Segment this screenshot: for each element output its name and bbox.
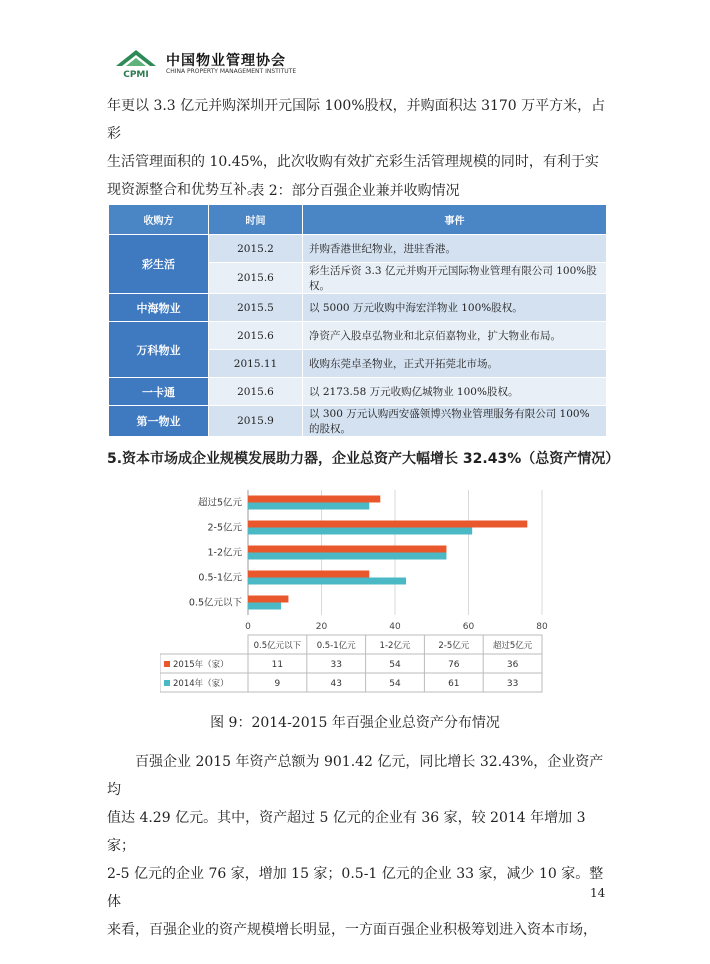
bar xyxy=(248,521,527,528)
data-table-category: 2-5亿元 xyxy=(438,641,470,651)
org-name-en: CHINA PROPERTY MANAGEMENT INSTITUTE xyxy=(166,68,297,75)
category-label: 超过5亿元 xyxy=(197,497,242,509)
header-acquirer: 收购方 xyxy=(109,205,209,235)
legend-label: 2014年（家） xyxy=(173,679,229,689)
org-name-cn: 中国物业管理协会 xyxy=(166,53,286,69)
data-table-value: 33 xyxy=(330,660,342,670)
data-table-value: 43 xyxy=(330,679,342,689)
data-table-value: 76 xyxy=(448,660,460,670)
event-cell: 彩生活斥资 3.3 亿元并购开元国际物业管理有限公司 100%股权。 xyxy=(303,263,607,294)
assets-bar-chart xyxy=(160,485,560,695)
bar xyxy=(248,503,369,510)
date-cell: 2015.5 xyxy=(209,294,303,322)
data-table-category: 超过5亿元 xyxy=(492,641,533,651)
event-cell: 并购香港世纪物业，进驻香港。 xyxy=(303,235,607,263)
text-line: 百强企业 2015 年资产总额为 901.42 亿元，同比增长 32.43%，企业资产均 xyxy=(107,754,604,798)
event-cell: 以 300 万元认购西安盛领博兴物业管理服务有限公司 100%的股权。 xyxy=(303,406,607,437)
data-table-category: 0.5-1亿元 xyxy=(316,641,356,651)
category-label: 1-2亿元 xyxy=(207,547,242,559)
text-line: 2-5 亿元的企业 76 家，增加 15 家；0.5-1 亿元的企业 33 家，减少 10 家。整体 xyxy=(107,866,604,910)
company-cell: 中海物业 xyxy=(109,294,209,322)
table-caption: 表 2：部分百强企业兼并收购情况 xyxy=(250,183,460,199)
event-cell: 以 2173.58 万元收购亿城物业 100%股权。 xyxy=(303,378,607,406)
x-tick-label: 0 xyxy=(245,622,251,632)
bar xyxy=(248,528,472,535)
table-row xyxy=(109,294,607,322)
bar xyxy=(248,596,288,603)
x-tick-label: 20 xyxy=(315,622,328,632)
event-cell: 收购东莞卓圣物业，正式开拓莞北市场。 xyxy=(303,350,607,378)
bar xyxy=(248,546,446,553)
table-row xyxy=(109,322,607,350)
data-table-value: 9 xyxy=(274,679,281,689)
x-tick-label: 80 xyxy=(536,622,548,632)
event-cell: 以 5000 万元收购中海宏洋物业 100%股权。 xyxy=(303,294,607,322)
data-table-value: 61 xyxy=(448,679,460,689)
table-row xyxy=(109,235,607,263)
legend-swatch xyxy=(164,661,170,667)
bar xyxy=(248,553,446,560)
acquisitions-table xyxy=(108,204,607,437)
table-row xyxy=(109,378,607,406)
text-line: 生活管理面积的 10.45%，此次收购有效扩充彩生活管理规模的同时，有利于实 xyxy=(107,154,599,170)
body-paragraph xyxy=(107,748,612,944)
date-cell: 2015.11 xyxy=(209,350,303,378)
text-line: 现资源整合和优势互补。 xyxy=(107,182,261,198)
data-table-value: 33 xyxy=(506,679,519,689)
header-event: 事件 xyxy=(303,205,607,235)
company-cell: 一卡通 xyxy=(109,378,209,406)
header-date: 时间 xyxy=(209,205,303,235)
bar xyxy=(248,578,406,585)
data-table-value: 36 xyxy=(506,660,519,670)
data-table-value: 54 xyxy=(389,660,401,670)
chart-caption: 图 9：2014-2015 年百强企业总资产分布情况 xyxy=(210,715,500,731)
legend-label: 2015年（家） xyxy=(173,660,229,670)
text-line: 来看，百强企业的资产规模增长明显，一方面百强企业积极筹划进入资本市场， xyxy=(107,922,597,938)
text-line: 值达 4.29 亿元。其中，资产超过 5 亿元的企业有 36 家，较 2014 年增加 3 家； xyxy=(107,810,586,854)
bar xyxy=(248,496,380,503)
cpmi-logo-icon xyxy=(112,46,160,80)
page-number: 14 xyxy=(590,886,606,900)
data-table-category: 0.5亿元以下 xyxy=(253,641,302,651)
page-header xyxy=(112,46,332,80)
category-label: 0.5-1亿元 xyxy=(198,572,242,584)
section-heading: 5.资本市场成企业规模发展助力器，企业总资产大幅增长 32.43%（总资产情况） xyxy=(107,451,620,467)
data-table-category: 1-2亿元 xyxy=(379,641,411,651)
date-cell: 2015.6 xyxy=(209,322,303,350)
legend-swatch xyxy=(164,680,170,686)
data-table-value: 11 xyxy=(271,660,284,670)
date-cell: 2015.2 xyxy=(209,235,303,263)
bar xyxy=(248,571,369,578)
category-label: 0.5亿元以下 xyxy=(188,597,242,609)
x-tick-label: 40 xyxy=(389,622,401,632)
text-line: 年更以 3.3 亿元并购深圳开元国际 100%股权，并购面积达 3170 万平方米，占彩 xyxy=(107,98,606,142)
bar xyxy=(248,603,281,610)
company-cell: 第一物业 xyxy=(109,406,209,437)
event-cell: 净资产入股卓弘物业和北京佰嘉物业，扩大物业布局。 xyxy=(303,322,607,350)
x-tick-label: 60 xyxy=(462,622,475,632)
logo-text: CPMI xyxy=(123,70,149,80)
date-cell: 2015.6 xyxy=(209,378,303,406)
table-row xyxy=(109,406,607,437)
date-cell: 2015.6 xyxy=(209,263,303,294)
data-table-value: 54 xyxy=(389,679,401,689)
company-cell: 彩生活 xyxy=(109,235,209,294)
date-cell: 2015.9 xyxy=(209,406,303,437)
category-label: 2-5亿元 xyxy=(207,522,242,534)
company-cell: 万科物业 xyxy=(109,322,209,378)
